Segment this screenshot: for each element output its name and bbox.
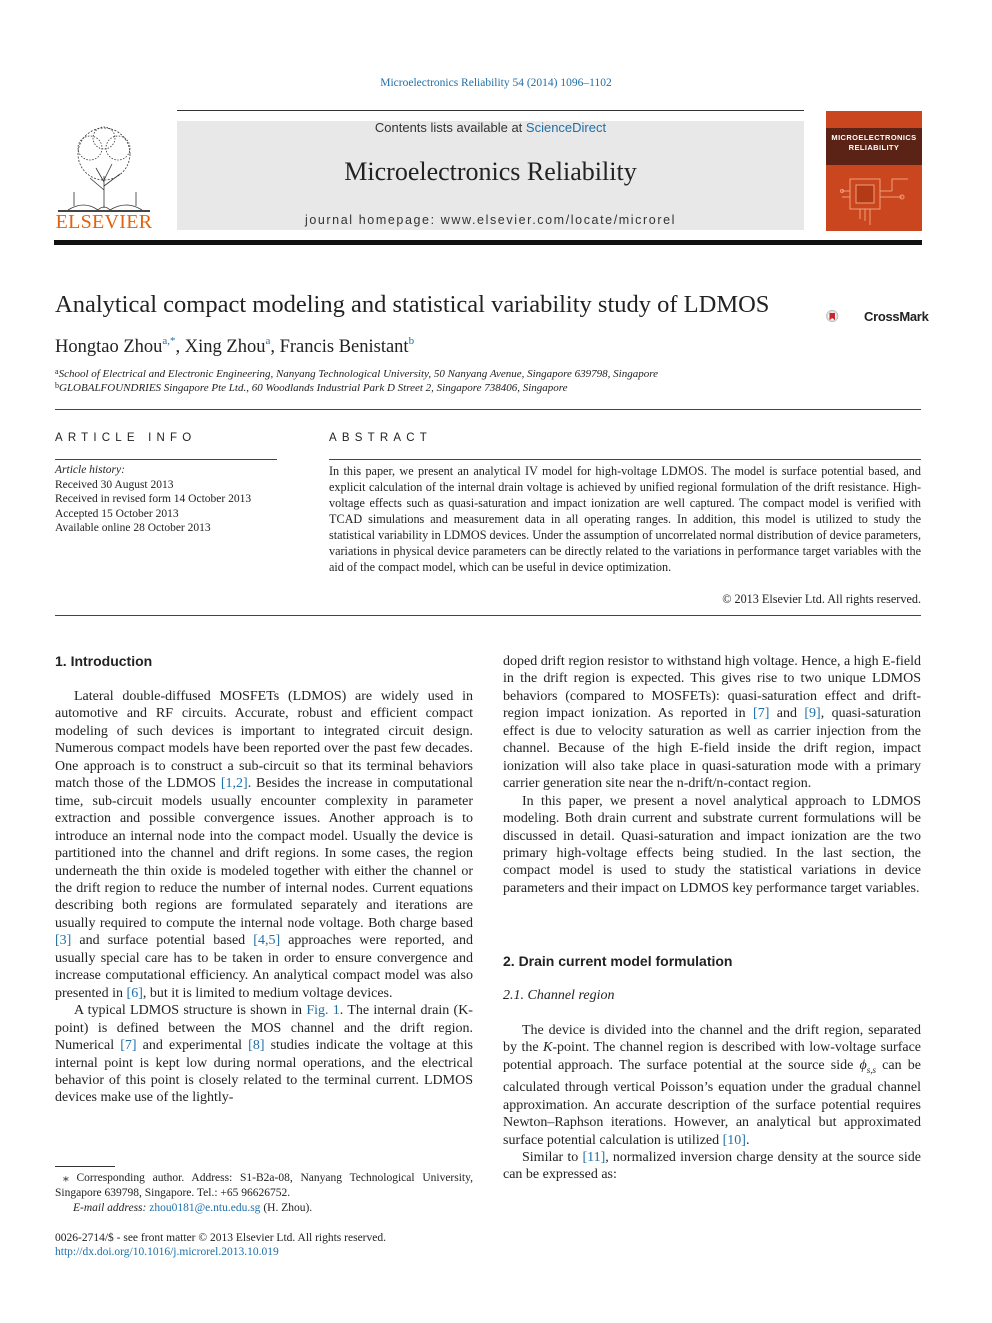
cover-title: MICROELECTRONICS RELIABILITY bbox=[831, 133, 917, 152]
corresponding-author-note: ⁎ Corresponding author. Address: S1-B2a-08, Nanyang Technological University, Singapore 639798, Singapore. Tel.: +65 96626752. bbox=[55, 1172, 473, 1199]
citation-link[interactable]: [3] bbox=[55, 933, 72, 949]
doi-link[interactable]: http://dx.doi.org/10.1016/j.microrel.2013.10.019 bbox=[55, 1246, 279, 1258]
text-run: A typical LDMOS structure is shown in bbox=[74, 1003, 307, 1019]
text-run: , but it is limited to medium voltage devices. bbox=[142, 985, 393, 1001]
channel-paragraph-1 bbox=[503, 1022, 921, 1149]
issn-line: 0026-2714/$ - see front matter © 2013 Elsevier Ltd. All rights reserved. bbox=[55, 1232, 386, 1244]
author-list: Hongtao Zhou$^{a,*}$, Xing Zhou$^a$, Francis Benistant$^b$ bbox=[55, 335, 415, 357]
author-name[interactable]: Xing Zhou bbox=[184, 337, 266, 357]
contents-line bbox=[177, 120, 804, 135]
author-name[interactable]: Hongtao Zhou bbox=[55, 337, 163, 357]
text-run: approaches were reported, and usually special care has to be taken in order to ensure convergence and increase computational efficiency. An analytical compact model was also presented in bbox=[55, 933, 473, 1001]
sciencedirect-link[interactable]: ScienceDirect bbox=[525, 120, 607, 135]
text-run: and bbox=[769, 706, 805, 722]
article-info-rule bbox=[55, 459, 277, 460]
journal-homepage[interactable]: journal homepage: www.elsevier.com/locate/microrel bbox=[304, 213, 677, 227]
text-run: , normalized inversion charge density at the source side can be expressed as: bbox=[503, 1149, 921, 1183]
citation-link[interactable]: [7] bbox=[120, 1038, 137, 1054]
section-2-heading: 2. Drain current model formulation bbox=[503, 953, 733, 969]
text-run: Similar to bbox=[522, 1149, 583, 1165]
left-column bbox=[55, 688, 473, 1107]
text-run: studies indicate the voltage at this internal point is kept low during normal operations, and the electrical behavior of this point is closely related to the terminal current. LDMOS devices make use of the lightly- bbox=[55, 1038, 473, 1106]
journal-citation[interactable]: Microelectronics Reliability 54 (2014) 1096–1102 bbox=[380, 77, 612, 89]
abstract-heading: ABSTRACT bbox=[329, 432, 432, 444]
intro-paragraph-3 bbox=[503, 793, 921, 898]
text-run: doped drift region resistor to withstand high voltage. Hence, a high E-field in the drift region is expected. This gives rise to two unique LDMOS behaviors (compared to MOSFETs): quasi-saturation effect and drift-region impact ionization. As reported in bbox=[503, 654, 921, 722]
abstract-text: In this paper, we present an analytical IV model for high-voltage LDMOS. The model is surface potential based, and explicit calculation of the internal drain voltage is achieved by unified regional formulation of the drift resistance. High-voltage effects such as quasi-saturation and impact ionization are well captured. The compact model is verified with TCAD simulations and measurement data in all operating ranges. In addition, this model is utilized to study the statistical variability in LDMOS devices. Under the assumption of uncorrelated normal distribution of device parameters, variations in physical device parameters can be directly related to the variations in performance target variables with the aid of the compact model, which can be useful in device optimization. bbox=[329, 464, 921, 574]
text-run: . Besides the increase in computational time, sub-circuit models usually encounter complexity in parameter extraction and possible convergence issues. Another approach is to introduce an internal node into the compact model. Usually the device is partitioned into the channel and drift regions. In some cases, the region underneath the thin oxide is modeled together with either the channel or the drift region to reduce the number of internal nodes. Current equations describing both regions are formulated separately and iterations are usually required to compute the internal node voltage. Both charge based bbox=[55, 776, 473, 931]
citation-link[interactable]: [8] bbox=[248, 1038, 265, 1054]
history-accepted: Accepted 15 October 2013 bbox=[55, 507, 179, 520]
channel-paragraph-2 bbox=[503, 1149, 921, 1184]
cover-circuit-art bbox=[832, 171, 916, 227]
math-symbol: ϕ bbox=[859, 1057, 867, 1073]
text-run: and surface potential based bbox=[71, 933, 254, 949]
math-subscript: s,s bbox=[866, 1064, 877, 1075]
author-name[interactable]: Francis Benistant bbox=[279, 337, 409, 357]
citation-link[interactable]: [7] bbox=[753, 706, 770, 722]
history-received: Received 30 August 2013 bbox=[55, 478, 174, 491]
text-run: -point. The channel region is described with low-voltage surface potential approach. The surface potential at the source side bbox=[503, 1040, 922, 1073]
author-affil-mark[interactable]: a bbox=[265, 335, 271, 347]
email-note: E-mail address: zhou0181@e.ntu.edu.sg (H. Zhou). bbox=[73, 1202, 313, 1214]
math-symbol: K bbox=[543, 1040, 553, 1056]
affiliation-a: $^a$School of Electrical and Electronic Engineering, Nanyang Technological University, 50 Nanyang Avenue, Singapore 639798, Singapore bbox=[55, 367, 658, 380]
text-run: . bbox=[745, 1132, 750, 1148]
section-1-heading: 1. Introduction bbox=[55, 653, 153, 669]
text-run: . The internal drain (K-point) is defined between the MOS channel and the drift region. Numerical bbox=[55, 1003, 473, 1054]
intro-paragraph-2-continued bbox=[503, 653, 921, 793]
section-2-1-heading: 2.1. Channel region bbox=[503, 988, 615, 1003]
citation-link[interactable]: [11] bbox=[582, 1149, 606, 1165]
intro-paragraph-2 bbox=[55, 1002, 473, 1107]
intro-paragraph-1 bbox=[55, 688, 473, 1002]
header-top-rule bbox=[177, 110, 804, 111]
email-link[interactable]: zhou0181@e.ntu.edu.sg bbox=[149, 1202, 261, 1214]
abstract-rule bbox=[329, 459, 921, 460]
elsevier-wordmark: ELSEVIER bbox=[55, 211, 153, 233]
crossmark-icon[interactable] bbox=[826, 297, 864, 335]
affiliation-b: $^b$GLOBALFOUNDRIES Singapore Pte Ltd., 60 Woodlands Industrial Park D Street 2, Singapore 738406, Singapore bbox=[55, 381, 568, 394]
right-column bbox=[503, 653, 921, 897]
channel-region-text bbox=[503, 1022, 921, 1184]
article-title: Analytical compact modeling and statistical variability study of LDMOS bbox=[55, 291, 770, 318]
citation-link[interactable]: Fig. 1 bbox=[306, 1003, 340, 1019]
text-run: can be calculated through vertical Poisson’s equation under the gradual channel approximation. An accurate description of the surface potential requires Newton–Raphson iterations. However, an analytical but approximated surface potential calculation is utilized bbox=[503, 1057, 921, 1148]
text-run: Lateral double-diffused MOSFETs (LDMOS) are widely used in automotive and RF circuits. Accurate, robust and efficient compact modeling of such devices is important to integrated circuit design. Numerous compact models have been reported over the past few decades. One approach is to construct a sub-circuit so that its terminal behaviors match those of the LDMOS bbox=[55, 689, 473, 792]
text-run: In this paper, we present a novel analytical approach to LDMOS modeling. Both drain current and substrate current formulations will be discussed in detail. Quasi-saturation and impact ionization are the two primary high-voltage effects being studied. In the last section, the compact model is used to study the statistical variations in device parameters and their impact on LDMOS key performance target variables. bbox=[503, 793, 921, 896]
history-revised: Received in revised form 14 October 2013 bbox=[55, 493, 252, 505]
citation-link[interactable]: [9] bbox=[804, 706, 821, 722]
citation-link[interactable]: [10] bbox=[722, 1132, 746, 1148]
citation-link[interactable]: [6] bbox=[126, 985, 143, 1001]
citation-link[interactable]: [4,5] bbox=[253, 933, 281, 949]
history-online: Available online 28 October 2013 bbox=[55, 522, 211, 534]
journal-cover-thumbnail[interactable] bbox=[826, 111, 922, 231]
text-run: The device is divided into the channel and the drift region, separated by the bbox=[503, 1023, 921, 1056]
abstract-copyright: © 2013 Elsevier Ltd. All rights reserved. bbox=[722, 592, 921, 606]
affiliation-rule bbox=[55, 409, 921, 410]
author-affil-mark[interactable]: a,* bbox=[162, 335, 176, 347]
citation-link[interactable]: [1,2] bbox=[220, 776, 248, 792]
journal-title: Microelectronics Reliability bbox=[344, 157, 637, 186]
article-info-heading: ARTICLE INFO bbox=[55, 432, 197, 444]
text-run: , quasi-saturation effect is due to velocity saturation as well as carrier injection from the channel. Because of the high E-field inside the drift region, impact ionization will also take place in quasi-saturation mode with a primary carrier generation site near the n-drift/n-contact region. bbox=[503, 706, 922, 792]
header-bottom-rule bbox=[54, 240, 922, 245]
contents-prefix: Contents lists available at bbox=[374, 120, 526, 135]
footnote-rule bbox=[55, 1166, 115, 1167]
article-history: Article history: Received 30 August 2013 Received in revised form 14 October 2013 Accepted 15 October 2013 Available online 28 October 2013 bbox=[55, 464, 252, 534]
author-affil-mark[interactable]: b bbox=[408, 335, 415, 347]
text-run: and experimental bbox=[136, 1038, 249, 1054]
abstract-bottom-rule bbox=[55, 615, 921, 616]
crossmark-label[interactable]: CrossMark bbox=[864, 309, 929, 324]
